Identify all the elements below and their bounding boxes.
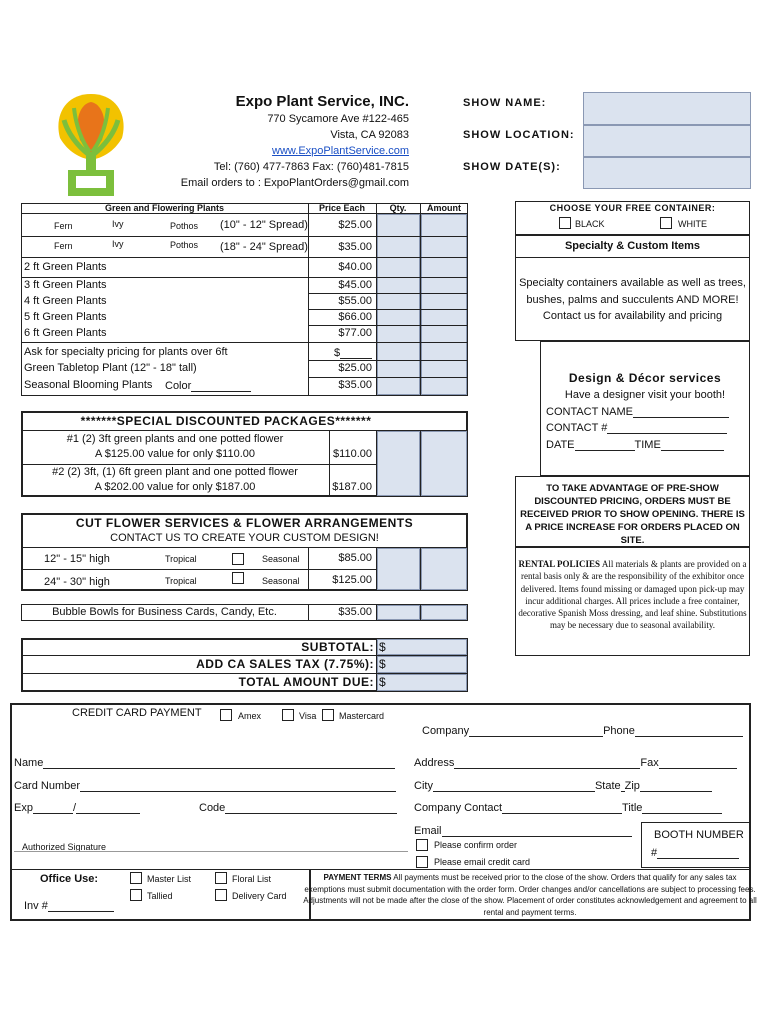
col-price-header: Price Each: [318, 203, 366, 213]
booth-number-field[interactable]: #: [651, 846, 739, 859]
row-price: $40.00: [338, 261, 372, 273]
delivery-card-checkbox[interactable]: [215, 889, 227, 901]
col-amount-header: Amount: [427, 203, 461, 213]
row-spread: (18" - 24" Spread): [220, 241, 308, 253]
total-label: TOTAL AMOUNT DUE:: [238, 675, 374, 689]
white-checkbox[interactable]: [660, 217, 672, 229]
amount-cells[interactable]: [421, 214, 467, 395]
flower-price: $85.00: [338, 552, 372, 564]
company-name: Expo Plant Service, INC.: [235, 93, 409, 110]
email-cc-label: Please email credit card: [434, 857, 531, 867]
flowers-subtitle: CONTACT US TO CREATE YOUR CUSTOM DESIGN!: [110, 532, 379, 544]
email-field[interactable]: Email: [414, 824, 632, 837]
row-price: $25.00: [338, 219, 372, 231]
tallied-label: Tallied: [147, 891, 173, 901]
company-contact-field[interactable]: Company Contact Title: [414, 801, 722, 814]
tallied-checkbox[interactable]: [130, 889, 142, 901]
floral-list-checkbox[interactable]: [215, 872, 227, 884]
address-field[interactable]: Address Fax: [414, 756, 737, 769]
col-plants-header: Green and Flowering Plants: [104, 203, 225, 213]
design-title: Design & Décor services: [568, 371, 722, 385]
row-label: 4 ft Green Plants: [24, 295, 107, 307]
flower-seasonal: Seasonal: [262, 576, 300, 586]
confirm-order-label: Please confirm order: [434, 840, 518, 850]
row-fern: Fern: [54, 221, 73, 231]
row-label: Green Tabletop Plant (12" - 18" tall): [24, 362, 197, 374]
subtotal-dollar: $: [379, 640, 386, 654]
company-email: Email orders to : ExpoPlantOrders@gmail.com: [180, 177, 409, 189]
company-logo: [50, 90, 132, 198]
package-1-value: A $125.00 value for only $110.00: [94, 448, 256, 460]
company-phone-fax: Tel: (760) 477-7863 Fax: (760)481-7815: [213, 161, 409, 173]
exp-field[interactable]: Exp /: [14, 801, 140, 814]
master-list-label: Master List: [147, 874, 192, 884]
bubble-amount[interactable]: [421, 605, 467, 620]
black-label: BLACK: [575, 219, 605, 229]
amex-checkbox[interactable]: [220, 709, 232, 721]
flower-tropical: Tropical: [165, 576, 197, 586]
delivery-card-label: Delivery Card: [232, 891, 287, 901]
floral-list-label: Floral List: [232, 874, 272, 884]
flower-tropical: Tropical: [165, 554, 197, 564]
row-pothos: Pothos: [170, 240, 199, 250]
flowers-qty[interactable]: [377, 548, 420, 590]
total-input[interactable]: [377, 674, 467, 691]
packages-title: *******SPECIAL DISCOUNTED PACKAGES*******: [80, 414, 372, 428]
row-label: 6 ft Green Plants: [24, 327, 107, 339]
code-field[interactable]: Code: [199, 801, 397, 814]
row-pothos: Pothos: [170, 221, 199, 231]
contact-name-field[interactable]: CONTACT NAME: [546, 405, 729, 418]
show-date-label: SHOW DATE(S):: [463, 161, 561, 173]
amex-label: Amex: [238, 711, 262, 721]
authorized-signature-label: Authorized Signature: [22, 842, 107, 852]
contact-number-field[interactable]: CONTACT #: [546, 421, 727, 434]
tax-label: ADD CA SALES TAX (7.75%):: [196, 657, 374, 671]
row-ivy: Ivy: [112, 219, 124, 229]
row-label: Seasonal Blooming Plants: [24, 379, 153, 391]
subtotal-input[interactable]: [377, 639, 467, 655]
package-2-desc: #2 (2) 3ft, (1) 6ft green plant and one potted flower: [52, 466, 298, 478]
tax-input[interactable]: [377, 656, 467, 673]
container-title: CHOOSE YOUR FREE CONTAINER:: [549, 203, 716, 213]
tax-dollar: $: [379, 657, 386, 671]
specialty-text: Specialty containers available as well as trees, bushes, palms and succulents AND MORE! Contact us for availability and pricing: [519, 277, 746, 322]
row-price: $35.00: [338, 241, 372, 253]
col-qty-header: Qty.: [389, 203, 407, 213]
visa-checkbox[interactable]: [282, 709, 294, 721]
tropical-checkbox[interactable]: [232, 572, 244, 584]
specialty-title: Specialty & Custom Items: [564, 240, 701, 252]
white-label: WHITE: [678, 219, 707, 229]
bubble-bowls-label: Bubble Bowls for Business Cards, Candy, Etc.: [52, 606, 277, 618]
row-label: 5 ft Green Plants: [24, 311, 107, 323]
show-name-input[interactable]: [583, 92, 751, 125]
confirm-order-checkbox[interactable]: [416, 839, 428, 851]
flowers-amount[interactable]: [421, 548, 467, 590]
email-cc-checkbox[interactable]: [416, 856, 428, 868]
company-website-link[interactable]: www.ExpoPlantService.com: [272, 145, 409, 157]
bubble-qty[interactable]: [377, 605, 420, 620]
mastercard-checkbox[interactable]: [322, 709, 334, 721]
row-label: 3 ft Green Plants: [24, 279, 107, 291]
design-line1: Have a designer visit your booth!: [564, 389, 726, 401]
subtotal-label: SUBTOTAL:: [301, 640, 374, 654]
package-amount[interactable]: [421, 431, 467, 496]
cc-payment-label: CREDIT CARD PAYMENT: [72, 707, 202, 719]
package-1-price: $110.00: [333, 448, 372, 460]
flower-seasonal: Seasonal: [262, 554, 300, 564]
flower-size: 24" - 30" high: [44, 576, 110, 588]
flowers-title: CUT FLOWER SERVICES & FLOWER ARRANGEMENTS: [75, 516, 414, 530]
office-use-label: Office Use:: [40, 873, 99, 885]
show-name-label: SHOW NAME:: [463, 97, 547, 109]
date-time-field[interactable]: DATE TIME: [546, 438, 724, 451]
qty-cells[interactable]: [377, 214, 420, 395]
row-price: $66.00: [338, 311, 372, 323]
mastercard-label: Mastercard: [339, 711, 385, 721]
row-price: $45.00: [338, 279, 372, 291]
row-label: 2 ft Green Plants: [24, 261, 107, 273]
row-price: $35.00: [338, 379, 372, 391]
flower-price: $125.00: [332, 574, 372, 586]
row-price: $55.00: [338, 295, 372, 307]
package-2-value: A $202.00 value for only $187.00: [94, 481, 256, 493]
flower-size: 12" - 15" high: [44, 553, 110, 565]
total-dollar: $: [379, 675, 386, 689]
row-price: $25.00: [338, 362, 372, 374]
preshow-text: TO TAKE ADVANTAGE OF PRE-SHOW DISCOUNTED PRICING, ORDERS MUST BE RECEIVED PRIOR TO SHOW OPENING. THERE IS A PRICE INCREASE FOR ORDERS PLACED ON SITE.: [520, 483, 745, 546]
master-list-checkbox[interactable]: [130, 872, 142, 884]
payment-terms: PAYMENT TERMS All payments must be received prior to the close of the show. Orders that qualify for any sales tax exemptions must submit documentation with the order form. Order changes and/or cancellations are subject to processing fees. Adjustments will not be made after the close of the show. Placement of order constitutes acknowledgement and agreement to all rental and payment terms.: [303, 873, 757, 917]
row-label: Ask for specialty pricing for plants over 6ft: [24, 346, 228, 358]
show-location-input[interactable]: [583, 125, 751, 157]
city-field[interactable]: City State Zip: [414, 779, 712, 792]
row-price: $77.00: [338, 327, 372, 339]
visa-label: Visa: [299, 711, 317, 721]
name-field[interactable]: Name: [14, 756, 395, 769]
package-2-price: $187.00: [332, 481, 372, 493]
tropical-checkbox[interactable]: [232, 553, 244, 565]
card-number-field[interactable]: Card Number: [14, 779, 396, 792]
company-address-2: Vista, CA 92083: [330, 129, 409, 141]
company-address-1: 770 Sycamore Ave #122-465: [267, 113, 409, 125]
company-field[interactable]: Company Phone: [422, 724, 743, 737]
row-price: $: [334, 346, 372, 359]
row-fern: Fern: [54, 241, 73, 251]
black-checkbox[interactable]: [559, 217, 571, 229]
row-ivy: Ivy: [112, 239, 124, 249]
booth-number-label: BOOTH NUMBER: [654, 829, 744, 841]
package-1-desc: #1 (2) 3ft green plants and one potted flower: [66, 433, 284, 445]
row-spread: (10" - 12" Spread): [220, 219, 308, 231]
inv-field[interactable]: Inv #: [24, 899, 114, 912]
show-location-label: SHOW LOCATION:: [463, 129, 575, 141]
show-date-input[interactable]: [583, 157, 751, 189]
rental-text: RENTAL POLICIES All materials & plants are provided on a rental basis only & are the responsibility of the exhibitor once delivered. Items found missing or damaged upon pick-up may incur additional charges. All prices include a free container, decorative Spanish Moss dressing, and leaf shine. Substitutions may be necessary due to seasonal availability.: [518, 559, 747, 631]
color-field[interactable]: Color: [165, 379, 251, 392]
bubble-bowls-price: $35.00: [338, 606, 372, 618]
package-qty[interactable]: [377, 431, 420, 496]
